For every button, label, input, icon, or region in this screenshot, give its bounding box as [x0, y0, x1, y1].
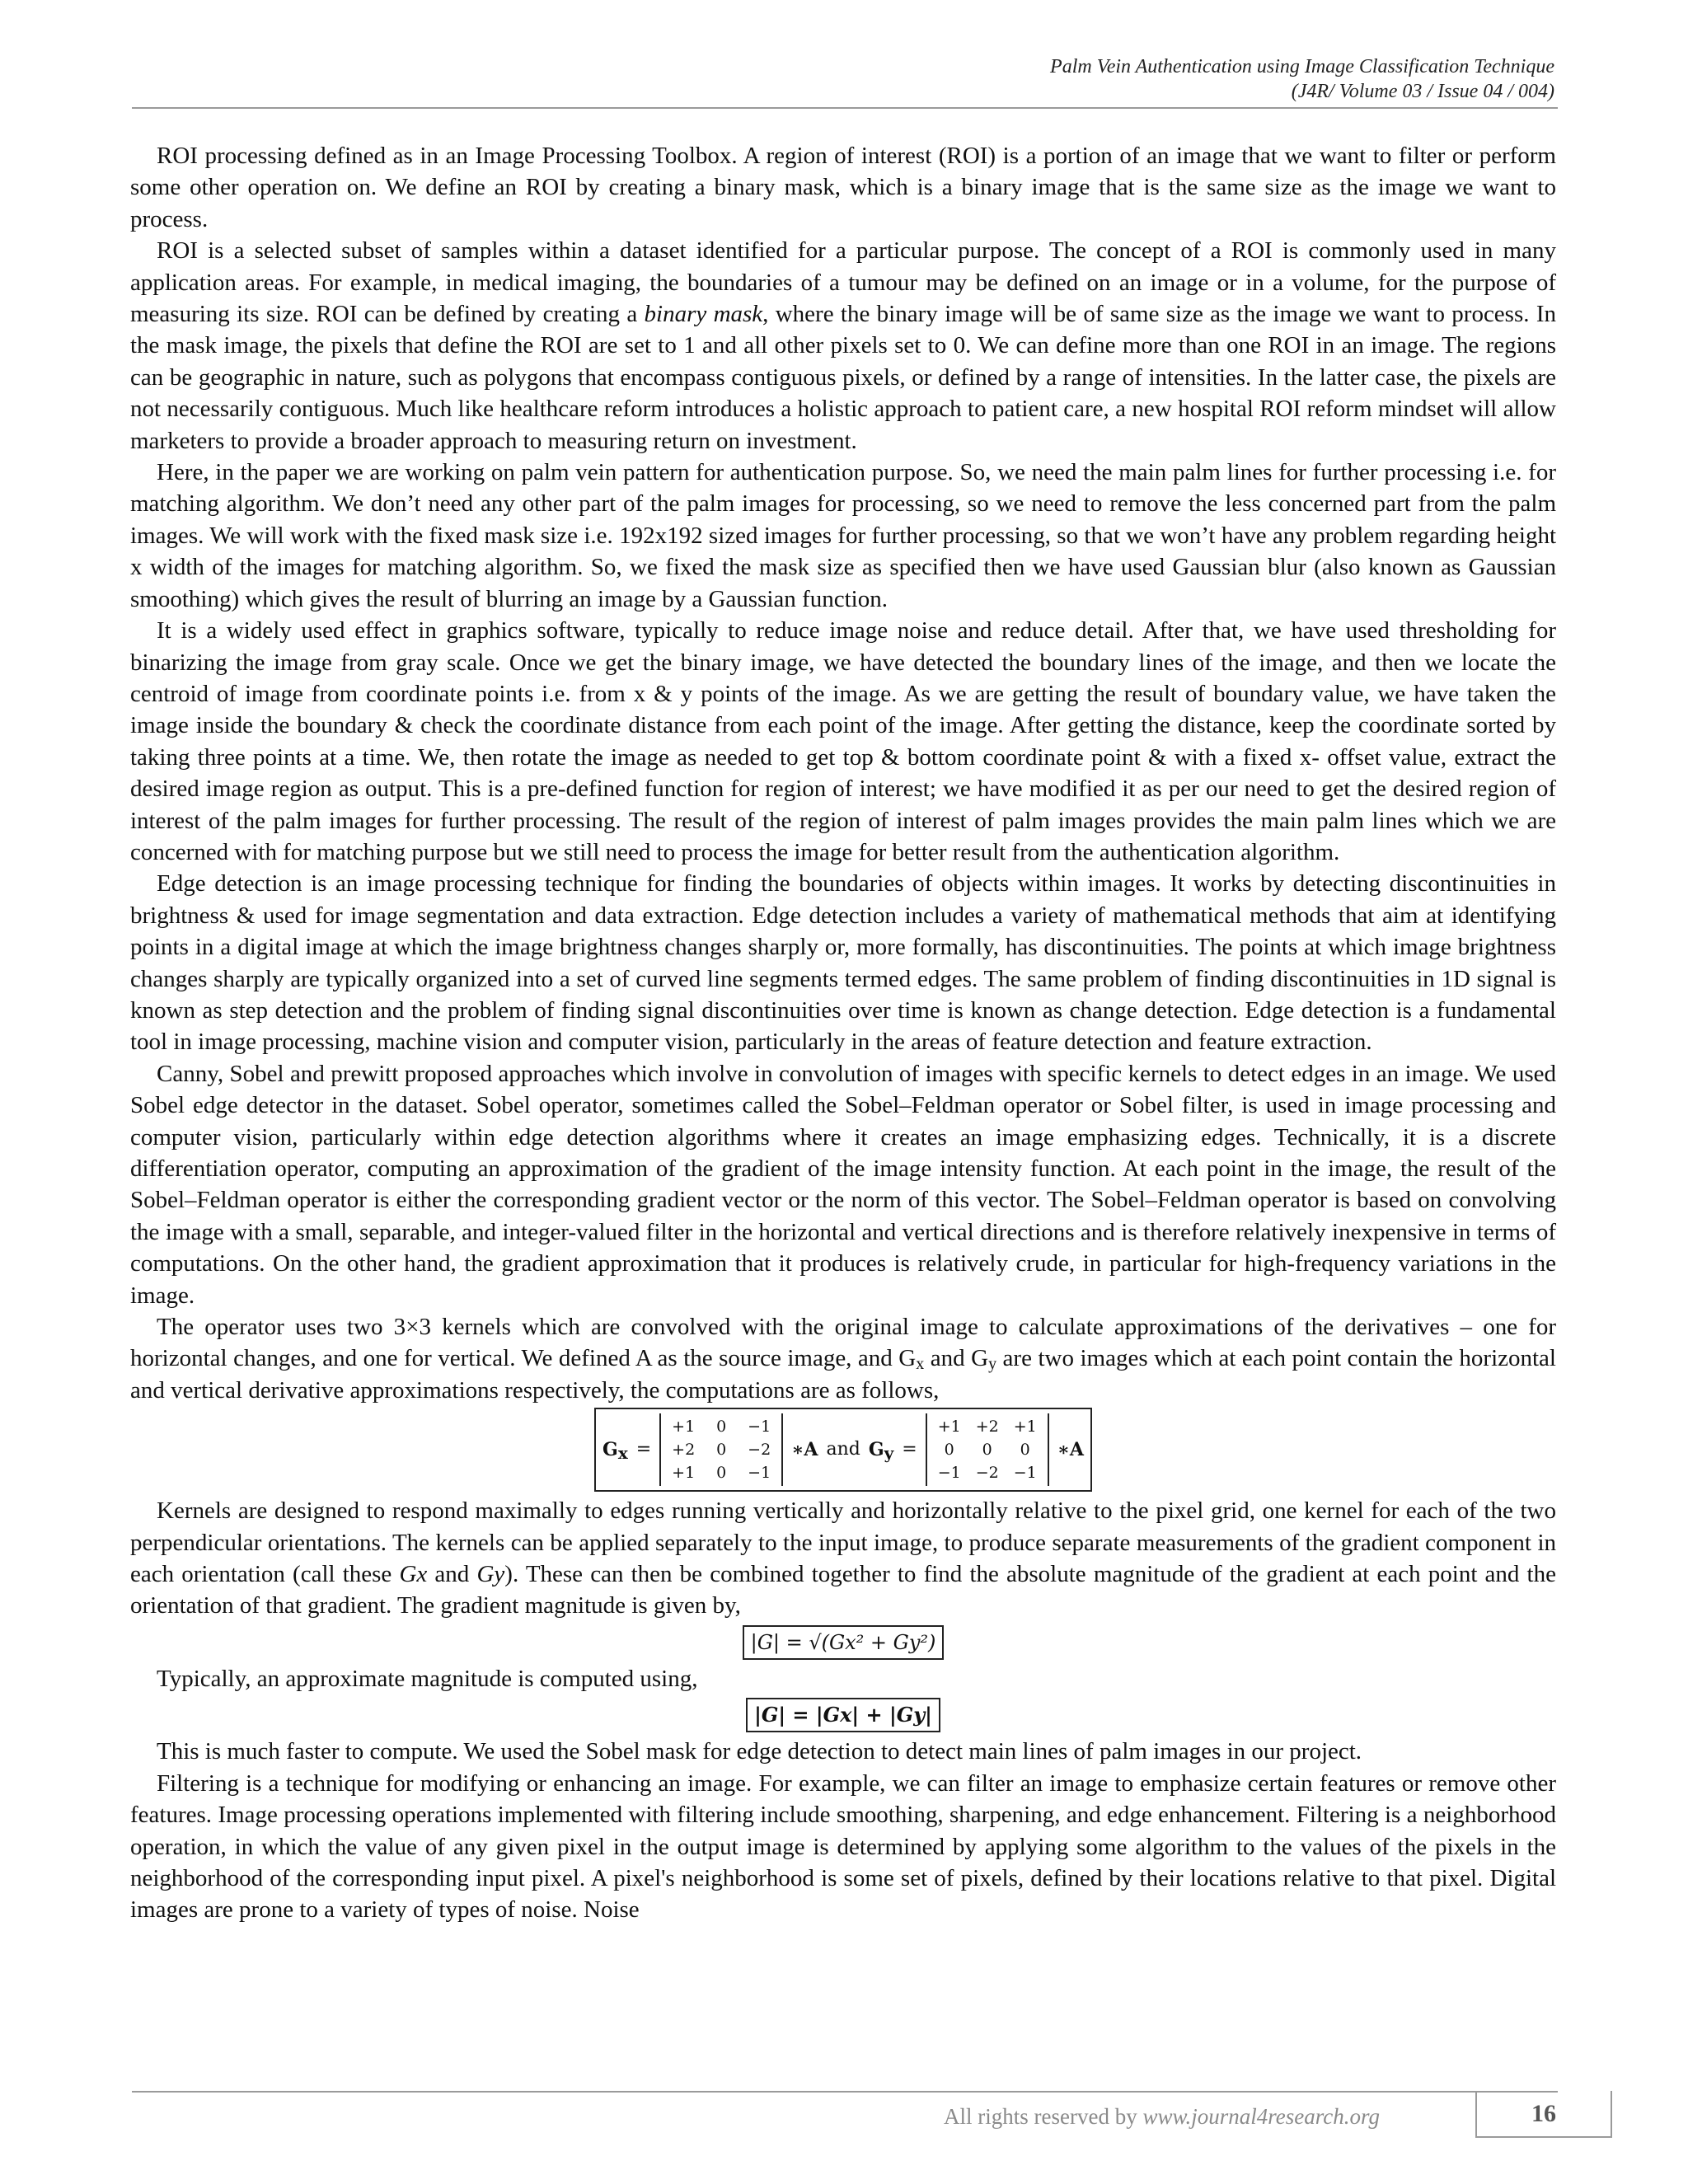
- gy-symbol: Gy: [868, 1439, 894, 1464]
- header-rule: [132, 107, 1558, 109]
- gradient-magnitude-equation: |G| = √(Gx² + Gy²): [743, 1625, 945, 1660]
- paragraph: Kernels are designed to respond maximally to edges running vertically and horizontally relative to the pixel grid, one kernel for each of the two perpendicular orientations. The kernels can be applied separately to the input image, to produce separate measurements of the gradient component in each orientation (call these Gx and Gy). These can then be combined together to find the absolute magnitude of the gradient at each point and the orientation of that gradient. The gradient magnitude is given by,: [130, 1497, 1556, 1619]
- matrix-cell: 0: [982, 1441, 992, 1460]
- matrix-cell: −1: [748, 1418, 771, 1436]
- paragraph: ROI processing defined as in an Image Processing Toolbox. A region of interest (ROI) is a portion of an image that we want to filter or perform some other operation on. We define an ROI by creating a binary mask, which is a binary image that is the same size as the image we want to process.: [130, 143, 1556, 232]
- matrix-cell: 0: [716, 1441, 727, 1460]
- matrix-cell: 0: [944, 1441, 954, 1460]
- matrix-cell: −1: [1013, 1464, 1037, 1483]
- matrix-cell: −1: [748, 1464, 771, 1483]
- paragraph: The operator uses two 3×3 kernels which are convolved with the original image to calculate approximations of the derivatives – one for horizontal changes, and one for vertical. We defined A as the source image, and $G_x$ and $G_y$ are two images which at each point contain the horizontal and vertical derivative approximations respectively, the computations are as follows,: [130, 1314, 1556, 1404]
- paragraph: Filtering is a technique for modifying or enhancing an image. For example, we can filter an image to emphasize certain features or remove other features. Image processing operations implemented with filtering include smoothing, sharpening, and edge enhancement. Filtering is a neighborhood operation, in which the value of any given pixel in the output image is determined by applying some algorithm to the values of the pixels in the neighborhood of the corresponding input pixel. A pixel's neighborhood is some set of pixels, defined by their locations relative to that pixel. Digital images are prone to a variety of types of noise. Noise: [130, 1769, 1556, 1924]
- matrix-cell: +2: [672, 1441, 696, 1460]
- paragraph: Canny, Sobel and prewitt proposed approaches which involve in convolution of images with specific kernels to detect edges in an image. We used Sobel edge detector in the dataset. Sobel operator, sometimes called the Sobel–Feldman operator or Sobel filter, is used in image processing and computer vision, particularly within edge detection algorithms where it creates an image emphasizing edges. Technically, it is a discrete differentiation operator, computing an approximation of the gradient of the image intensity function. At each point in the image, the result of the Sobel–Feldman operator is either the corresponding gradient vector or the norm of this vector. The Sobel–Feldman operator is based on convolving the image with a small, separable, and integer-valued filter in the horizontal and vertical directions and is therefore relatively inexpensive in terms of computations. On the other hand, the gradient approximation that it produces is relatively crude, in particular for high-frequency variations in the image.: [130, 1060, 1556, 1309]
- matrix-cell: +2: [975, 1418, 999, 1436]
- page-number: 16: [1475, 2091, 1612, 2138]
- magnitude-equation-line: [130, 1622, 1556, 1663]
- header-title: Palm Vein Authentication using Image Classification Technique: [1050, 56, 1554, 77]
- paragraph: Here, in the paper we are working on palm vein pattern for authentication purpose. So, we need the main palm lines for further processing i.e. for matching algorithm. We don’t need any other part of the palm images for processing, so we need to remove the less concerned part from the palm images. We will work with the fixed mask size i.e. 192x192 sized images for further processing, so that we won’t have any problem regarding height x width of the images for matching algorithm. So, we fixed the mask size as specified then we have used Gaussian blur (also known as Gaussian smoothing) which gives the result of blurring an image by a Gaussian function.: [130, 459, 1556, 612]
- matrix-cell: −2: [975, 1464, 999, 1483]
- footer-rights: All rights reserved by www.journal4research.org: [944, 2104, 1380, 2129]
- footer-rule: [132, 2091, 1558, 2093]
- gy-kernel-matrix: [926, 1413, 1049, 1486]
- paragraph: Edge detection is an image processing technique for finding the boundaries of objects within images. It works by detecting discontinuities in brightness & used for image segmentation and data extraction. Edge detection includes a variety of mathematical methods that aim at identifying points in a digital image at which the image brightness changes sharply or, more formally, has discontinuities. The points at which image brightness changes sharply are typically organized into a set of curved line segments termed edges. The same problem of finding discontinuities in 1D signal is known as step detection and the problem of finding signal discontinuities over time is known as change detection. Edge detection is a fundamental tool in image processing, machine vision and computer vision, particularly in the areas of feature detection and feature extraction.: [130, 870, 1556, 1056]
- matrix-cell: +1: [1013, 1418, 1037, 1436]
- paragraph: Typically, an approximate magnitude is computed using,: [157, 1665, 698, 1692]
- convolution-operator: ∗A: [1057, 1439, 1084, 1461]
- equals-sign: =: [635, 1439, 652, 1460]
- matrix-cell: −2: [748, 1441, 771, 1460]
- paragraph: It is a widely used effect in graphics software, typically to reduce image noise and reduce detail. After that, we have used thresholding for binarizing the image from gray scale. Once we get the binary image, we have detected the boundary lines of the image, and then we locate the centroid of image from coordinate points i.e. from x & y points of the image. As we are getting the result of boundary value, we have taken the image inside the boundary & check the coordinate distance from each point of the image. After getting the distance, keep the coordinate sorted by taking three points at a time. We, then rotate the image as needed to get top & bottom coordinate point & with a fixed x- offset value, extract the desired image region as output. This is a pre-defined function for region of interest; we have modified it as per our need to get the desired region of interest of the palm images for further processing. The result of the region of interest of palm images provides the main palm lines which we are concerned with for matching purpose but we still need to process the image for better result from the authentication algorithm.: [130, 617, 1556, 865]
- kernel-equation-line: [130, 1406, 1556, 1495]
- matrix-cell: 0: [716, 1464, 727, 1483]
- sobel-kernel-equation: [594, 1408, 1092, 1492]
- body-text: [130, 140, 1556, 1926]
- gx-kernel-matrix: [659, 1413, 783, 1486]
- header-issue: (J4R/ Volume 03 / Issue 04 / 004): [1291, 81, 1554, 102]
- running-header: [1050, 54, 1554, 104]
- emphasis: binary mask: [644, 301, 763, 328]
- matrix-cell: 0: [716, 1418, 727, 1436]
- matrix-cell: +1: [672, 1464, 696, 1483]
- gx-symbol: Gx: [603, 1439, 628, 1464]
- approx-equation-line: [130, 1694, 1556, 1736]
- approx-magnitude-equation: |G| = |Gx| + |Gy|: [746, 1698, 940, 1732]
- journal-site-link[interactable]: www.journal4research.org: [1142, 2104, 1380, 2129]
- equals-sign: =: [902, 1439, 917, 1460]
- and-word: and: [826, 1439, 860, 1460]
- paragraph: ROI is a selected subset of samples within a dataset identified for a particular purpose. The concept of a ROI is commonly used in many application areas. For example, in medical imaging, the boundaries of a tumour may be defined on an image or in a volume, for the purpose of measuring its size. ROI can be defined by creating a binary mask, where the binary image will be of same size as the image we want to process. In the mask image, the pixels that define the ROI are set to 1 and all other pixels set to 0. We can define more than one ROI in an image. The regions can be geographic in nature, such as polygons that encompass contiguous pixels, or defined by a range of intensities. In the latter case, the pixels are not necessarily contiguous. Much like healthcare reform introduces a holistic approach to patient care, a new hospital ROI reform mindset will allow marketers to provide a broader approach to measuring return on investment.: [130, 237, 1556, 454]
- matrix-cell: +1: [937, 1418, 961, 1436]
- matrix-cell: 0: [1020, 1441, 1030, 1460]
- convolution-operator: ∗A: [791, 1439, 818, 1461]
- matrix-cell: +1: [672, 1418, 696, 1436]
- matrix-cell: −1: [937, 1464, 961, 1483]
- paragraph: This is much faster to compute. We used the Sobel mask for edge detection to detect main lines of palm images in our project.: [157, 1738, 1362, 1765]
